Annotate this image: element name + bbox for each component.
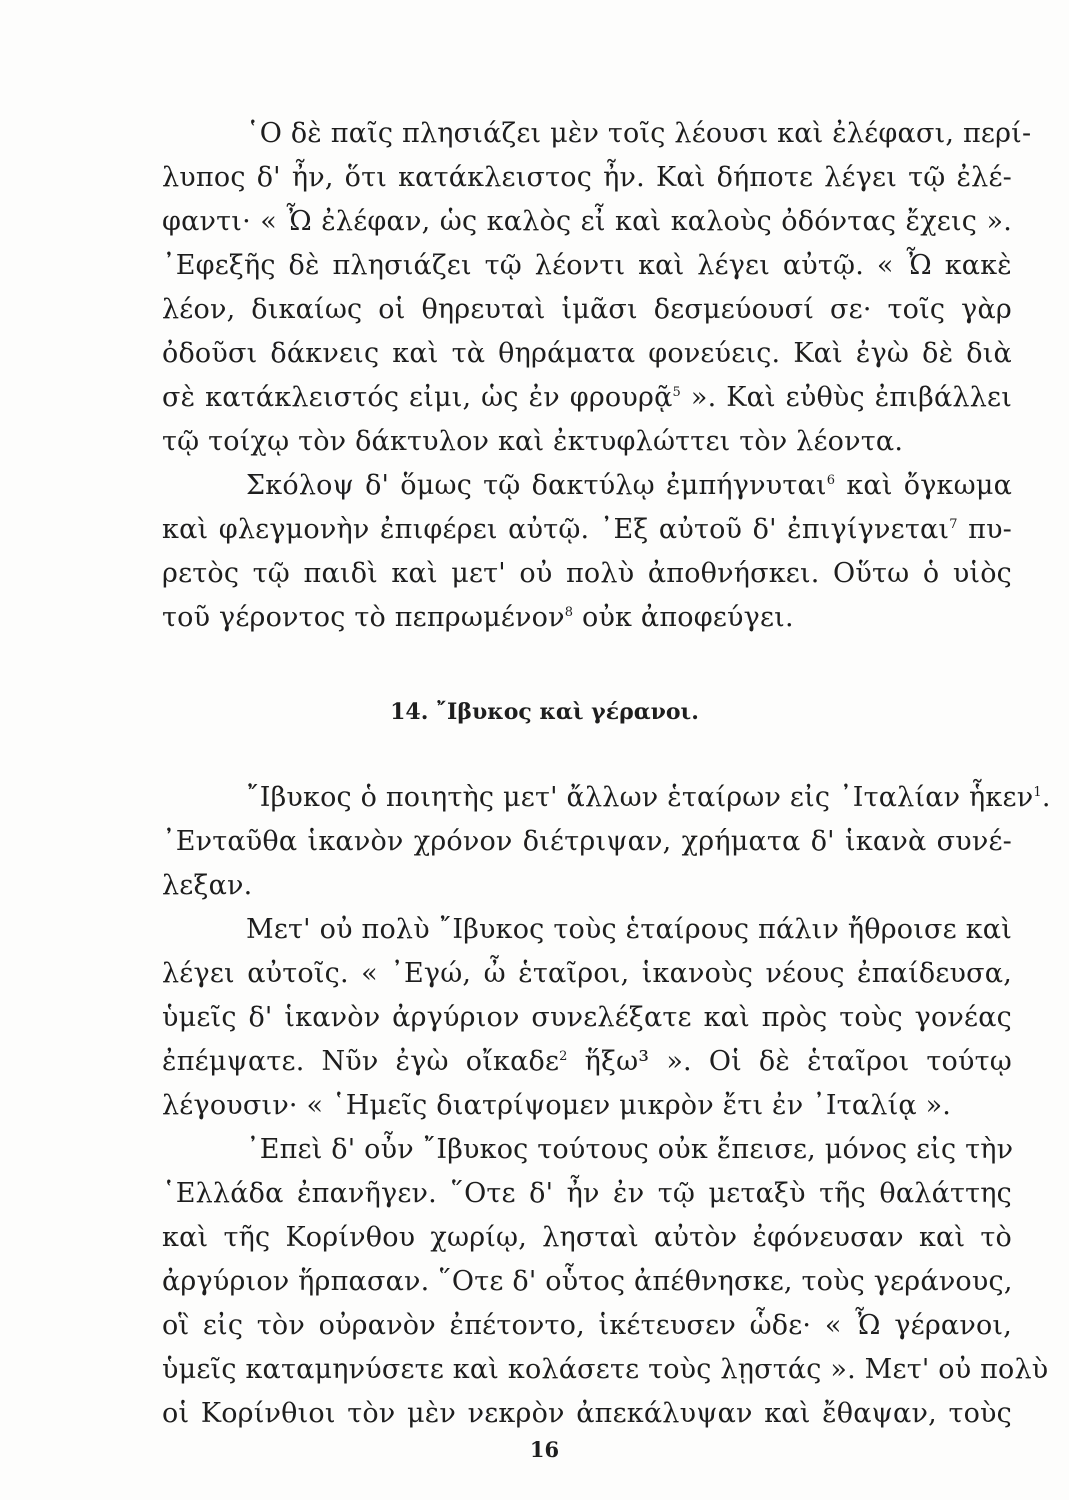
text-line xyxy=(162,1304,1012,1348)
line-text-tail: . xyxy=(1041,782,1051,813)
text-line xyxy=(162,776,1051,820)
paragraph xyxy=(162,1128,1049,1436)
text-line xyxy=(162,156,1012,200)
footnote-marker: 6 xyxy=(826,473,836,488)
line-text: ἀργύριον ἥρπασαν. ῞Οτε δ' οὗτος ἀπέθνησκε, τοὺς γεράνους, xyxy=(162,1266,1013,1297)
line-text-tail: πυ- xyxy=(957,514,1013,545)
text-line xyxy=(162,508,1012,552)
text-line xyxy=(162,1216,1012,1260)
line-text: ῎Ιβυκος ὁ ποιητὴς μετ' ἄλλων ἑταίρων εἰς ᾿Ιταλίαν ἧκεν xyxy=(246,782,1034,813)
line-text: οἱ Κορίνθιοι τὸν μὲν νεκρὸν ἀπεκάλυψαν καὶ ἔθαψαν, τοὺς xyxy=(162,1398,1012,1429)
text-line xyxy=(162,1348,1049,1392)
line-text-tail: οὐκ ἀποφεύγει. xyxy=(573,602,794,633)
line-text: σὲ κατάκλειστός εἰμι, ὡς ἐν φρουρᾷ xyxy=(162,382,673,413)
line-text: φαντι· « Ὦ ἐλέφαν, ὡς καλὸς εἶ καὶ καλοὺς ὀδόντας ἔχεις ». xyxy=(162,206,1012,237)
text-line xyxy=(162,820,1012,864)
line-text: ῾Ελλάδα ἐπανῆγεν. ῞Οτε δ' ἦν ἐν τῷ μεταξὺ τῆς θαλάττης xyxy=(162,1178,1012,1209)
line-text: ὀδοῦσι δάκνεις καὶ τὰ θηράματα φονεύεις. Καὶ ἐγὼ δὲ διὰ xyxy=(162,338,1012,369)
line-text: ἐπέμψατε. Νῦν ἐγὼ οἴκαδε xyxy=(162,1046,560,1077)
line-text: ὑμεῖς καταμηνύσετε καὶ κολάσετε τοὺς λῃστάς ». Μετ' οὐ πολὺ xyxy=(162,1354,1049,1385)
text-line xyxy=(162,1260,1012,1304)
footnote-marker: 1 xyxy=(1033,785,1042,800)
text-line xyxy=(162,332,1012,376)
text-line xyxy=(162,596,1012,640)
text-line xyxy=(162,996,1012,1040)
footnote-marker: 5 xyxy=(672,385,681,400)
line-text: τοῦ γέροντος τὸ πεπρωμένον xyxy=(162,602,565,633)
text-line xyxy=(162,1172,1012,1216)
footnote-marker: 7 xyxy=(949,517,958,532)
text-line xyxy=(162,1084,1012,1128)
text-line xyxy=(162,200,1012,244)
text-line xyxy=(162,1128,1012,1172)
paragraph xyxy=(162,112,1032,464)
text-line xyxy=(162,420,1012,464)
line-text: Σκόλοψ δ' ὅμως τῷ δακτύλῳ ἐμπήγνυται xyxy=(246,470,827,501)
footnote-marker: 2 xyxy=(559,1049,568,1064)
line-text: λεξαν. xyxy=(162,870,253,901)
text-line xyxy=(162,952,1012,996)
paragraph xyxy=(162,776,1051,908)
page-number: 16 xyxy=(529,1437,560,1462)
line-text: λέγουσιν· « ῾Ημεῖς διατρίψομεν μικρὸν ἔτι ἐν ᾿Ιταλίᾳ ». xyxy=(162,1090,952,1121)
text-line xyxy=(162,376,1012,420)
line-text: λέον, δικαίως οἱ θηρευταὶ ἱμᾶσι δεσμεύουσί σε· τοῖς γὰρ xyxy=(162,294,1012,325)
line-text: ρετὸς τῷ παιδὶ καὶ μετ' οὐ πολὺ ἀποθνήσκει. Οὕτω ὁ υἱὸς xyxy=(162,558,1012,589)
footnote-marker: 8 xyxy=(564,605,574,620)
line-text: ᾿Εφεξῆς δὲ πλησιάζει τῷ λέοντι καὶ λέγει αὐτῷ. « Ὦ κακὲ xyxy=(162,250,1012,281)
text-line xyxy=(162,1392,1012,1436)
text-line xyxy=(162,908,1012,952)
paragraph xyxy=(162,464,1012,640)
text-line xyxy=(162,112,1032,156)
line-text: ῾Ο δὲ παῖς πλησιάζει μὲν τοῖς λέουσι καὶ ἐλέφασι, περί- xyxy=(246,118,1032,149)
text-block-before-heading xyxy=(162,112,1032,640)
line-text: καὶ τῆς Κορίνθου χωρίῳ, λησταὶ αὐτὸν ἐφόνευσαν καὶ τὸ xyxy=(162,1222,1012,1253)
line-text: ᾿Επεὶ δ' οὖν ῎Ιβυκος τούτους οὐκ ἔπεισε, μόνος εἰς τὴν xyxy=(246,1134,1014,1165)
text-line xyxy=(162,464,1012,508)
section-heading: 14. ῎Ιβυκος καὶ γέρανοι. xyxy=(390,699,699,725)
line-text: τῷ τοίχῳ τὸν δάκτυλον καὶ ἐκτυφλώττει τὸν λέοντα. xyxy=(162,426,904,457)
line-text: ὑμεῖς δ' ἱκανὸν ἀργύριον συνελέξατε καὶ πρὸς τοὺς γονέας xyxy=(162,1002,1012,1033)
line-text-tail: ». Καὶ εὐθὺς ἐπιβάλλει xyxy=(680,382,1012,413)
line-text-tail: καὶ ὄγκωμα xyxy=(835,470,1013,501)
line-text: Μετ' οὐ πολὺ ῎Ιβυκος τοὺς ἑταίρους πάλιν ἤθροισε καὶ xyxy=(246,914,1012,945)
text-line xyxy=(162,288,1012,332)
text-block-after-heading xyxy=(162,776,1051,1436)
line-text: λυπος δ' ἦν, ὅτι κατάκλειστος ἦν. Καὶ δήποτε λέγει τῷ ἐλέ- xyxy=(162,162,1012,193)
line-text: ᾿Ενταῦθα ἱκανὸν χρόνον διέτριψαν, χρήματα δ' ἱκανὰ συνέ- xyxy=(162,826,1012,857)
text-line xyxy=(162,552,1012,596)
line-text: λέγει αὐτοῖς. « ᾿Εγώ, ὦ ἑταῖροι, ἱκανοὺς νέους ἐπαίδευσα, xyxy=(162,958,1012,989)
line-text: καὶ φλεγμονὴν ἐπιφέρει αὐτῷ. ᾿Εξ αὐτοῦ δ' ἐπιγίγνεται xyxy=(162,514,950,545)
paragraph xyxy=(162,908,1012,1128)
text-line xyxy=(162,244,1012,288)
line-text: οἳ εἰς τὸν οὐρανὸν ἐπέτοντο, ἱκέτευσεν ὧδε· « Ὦ γέρανοι, xyxy=(162,1310,1012,1341)
line-text-tail: ἥξω³ ». Οἱ δὲ ἑταῖροι τούτῳ xyxy=(567,1046,1012,1077)
text-line xyxy=(162,864,1012,908)
text-line xyxy=(162,1040,1012,1084)
